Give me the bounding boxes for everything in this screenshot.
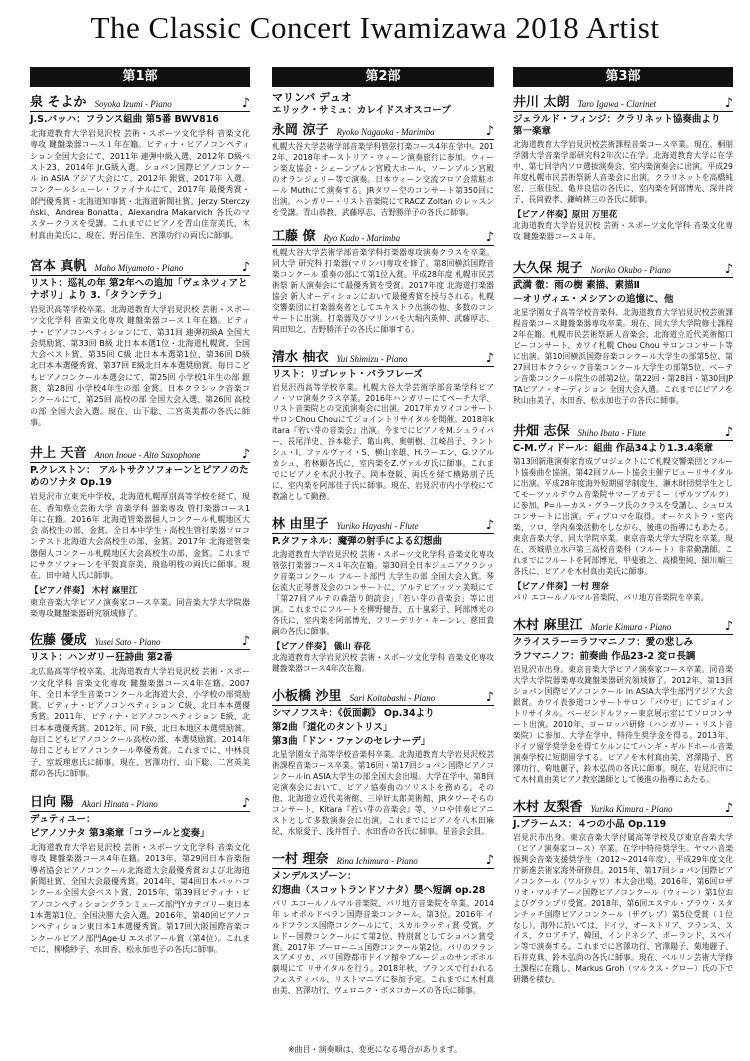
artist-entry (513, 91, 733, 243)
part-3-header: 第3部 (513, 67, 733, 87)
artist-romaji: Ryo Kudo - Marimba (323, 232, 401, 243)
artist-name-line (272, 513, 494, 534)
music-note-icon: ♪ (724, 96, 733, 111)
accompanist-name: 【ピアノ伴奏】 儀山 春花 (272, 641, 371, 652)
artist-biography: 北海道教育大学岩見沢校 芸術・スポーツ文化学科 音楽文化専攻 鍵盤楽器コース4年在籍。2013年、第29回日本音楽指導者協会ピアノコンクール北海道大会最優秀賞および北海道新聞社賞、全国大会最優秀賞。2014年、第4回日本バッハコンクール全国大会ベスト賞、2015年、第39回ピティナ・ピアノコンペティショングランミューズ部門Yカテゴリー東日本1本選第1位、全国決勝大会入選。2016年、第40回ピアノコンペティション東日本1本選優秀賞。第17回大阪国際音楽コンクールピアノ部門Age-U エスポアール賞（第4位）。これまでに、柳橋紗子、水田香、松永加也子の各氏に師事。 (30, 843, 250, 954)
artist-name-line (513, 614, 733, 635)
artist-romaji: Ryoko Nagaoka - Marimba (336, 127, 435, 137)
accompanist-biography: 北海道教育大学岩見沢校 芸術・スポーツ文化学科 音楽文化専攻 鍵盤楽器コース4年次在籍。 (272, 652, 494, 673)
artist-name-line (272, 346, 494, 367)
artist-biography: 岩見沢市立東光中学校、北海道札幌厚別高等学校を経て、現在、香知県立芸術大学 音楽学科 器楽専攻 管打楽器コース1年に在籍。2016年 北海道管楽器個人コンクール札幌地区大会 高校生の部、金賞。全日本中学生・高校生管打楽器ソロコンテスト北海道大会高校生の部、金賞。2017年 北海道管楽器個人コンクール札幌地区大会高校生の部、金賞。これまでにサクソフォーンを平賀真奈美、飛島明枝の両氏に師事。現在、田中靖人氏に師事。 (30, 492, 250, 581)
music-note-icon: ♪ (485, 124, 494, 139)
artist-entry (272, 91, 494, 117)
artist-entry (30, 442, 250, 619)
program-piece: リスト：巡礼の年 第2年への追加「ヴェネツィアとナポリ」より 3.「タランテラ」 (30, 277, 248, 301)
artist-biography: 北海道教育大学岩見沢校 芸術・スポーツ文化学科 音楽文化専攻 鍵盤楽器コース１年在籍。ピティナ・ピアノコンペティション全国大会にて、2011年 連弾中級入選、2012年 D級ベスト23、2014年 Jr.G級入選。ショパン国際ピアノコンクール in ASIA アジア大会にて、2012年 銀賞、2017年 入選。コンクールシューレ・ファイナルにて、2017年 最優秀賞・部門優秀賞・北海道知事賞・北海道新聞社賞。Jerzy Sterczyński、Andrea Bonatta、Alexandra Makarvich 各氏のマスタークラスを受講。これまでにピアノを青山佳奈美氏、木村真由美氏に、現在、野呂佳生、宮澤功行の両氏に師事。 (30, 129, 250, 240)
accompanist-biography: 北海道教育大学岩見沢校 芸術・スポーツ文化学科 音楽文化専攻 鍵盤楽器コース４年。 (513, 220, 733, 241)
artist-romaji: Marie Kimura - Piano (590, 622, 672, 633)
program-piece: ラフマニノフ：前奏曲 作品23-2 変ロ長調 (513, 651, 696, 663)
artist-entry (272, 119, 494, 219)
program-piece: J.ブラームス：４つの小品 Op.119 (513, 818, 667, 830)
program-piece: メンデルスゾーン： (272, 870, 357, 882)
artist-romaji: Anon Inoue - Alto Saxophone (94, 450, 201, 461)
artist-entry (272, 513, 494, 675)
program-piece: C-M.ヴィドール：組曲 作品34より1.3.4楽章 (513, 443, 714, 455)
program-piece: 第3曲「ドン・ファンのセレナーデ」 (272, 735, 431, 747)
artist-biography: 岩見沢市出身。東京音楽大学ピアノ演奏家コース卒業。同音楽大学大学院器楽専攻鍵盤楽器研究領域修了。2012年、第13回ショパン国際ピアノコンクール in ASIA大学生部門アジア大会銀賞。カワイ表参道コンサートサロン「パウゼ」にてジョイントリサイタル。ベーゼンドルファー東京展示室にてソロコンサート出演。2010年、ヨーロッパ研修（ハンガリー・リスト音楽院）に参加。大学在学中、特待生奨学金を得る。2013年、ドイツ留学奨学金を得てケルンにてハンギ・ギルドホール音楽演奏学校に短期留学する。ピアノを木村真由美、宮澤陽子、宮澤功行、菊地麗子、鈴木弘尚の各氏に師事。現在、岩見沢市にて木村真由美ピアノ教室講師として後進の指導にあたる。 (513, 665, 733, 784)
program-piece: シマノフスキ：《仮面劇》 Op.34より (272, 707, 435, 719)
artist-biography: 札幌大谷大学芸術学部音楽学科打楽器専攻演奏クラスを卒業。同大学 研究科 打楽器(マリンバ)専攻を修了。第8回横浜国際音楽コンクール 重奏の部にて第1位入賞。平成28年度 札幌市民芸術祭 新人演奏会にて最優秀賞を受賞。2017年度 北海道打楽器協会 新人オーディションにおいて最優秀賞を授与される。札幌交響楽団に打楽器奏者としてエキストラ出演の他、多数のコンサートに出演。打楽器及びマリンバを大堀内英伸、武藤厚志、岡田知之、吉野勝洋子の各氏に師事する。 (272, 247, 494, 334)
artist-biography: パリ エコールノルマル音楽院、パリ地方音楽院を卒業。2014年 レオポルドベラン国際音楽コンクール、第3位。2016年 イルドフランス国際コンクールにて、スカルラッティ賞 受賞。グレドー国際コンクールにて第2位、特別賞としてショパン賞受賞。2017年 ブーローニュ国際コンクール第2位。パリのフランスアメリカ、パリ国際都市ドイツ館やブルージュのサンポホル劇場にて リサイタルを行う。2018年秋、ブランスで行われるフェスティバル、リストマニアに参加予定。これまでに木村真由美、宮澤功行、ヴェロニク・ボヌコカーズの各氏に師事。 (272, 898, 494, 996)
artist-name-line (513, 91, 733, 112)
artist-romaji: Rina Ichimura - Piano (336, 855, 418, 866)
artist-romaji: Akari Hinata - Piano (81, 799, 158, 810)
music-note-icon: ♪ (724, 261, 733, 277)
artist-name-line (30, 91, 250, 112)
program-piece: 第2曲「道化のタントリス」 (272, 721, 393, 733)
program-piece: 幻想曲（スコットランドソナタ）嬰ヘ短調 op.28 (272, 884, 486, 896)
artist-biography: 岩見沢高等学校卒業。北海道教育大学岩見沢校 芸術・スポーツ文化学科 音楽文化専攻 鍵盤楽器コース１年在籍。ピティナ・ピアノコンペティションにて、第31回 連弾初級A 全国大会奨励賞、第33回 B級 北日本本選1位・北海道札幌賞、全国大会ベスト賞、第35回 C級 北日本本選第1位、第36回 D級北日本本選優秀賞、第37回 E級北日本本選奨励賞。毎日こどもピアノコンクール本選会にて、第25回 小学校1年生の部 銀賞、第28回 小学校4年生の部 金賞。日本クラシック音楽コンクールにて、第25回 高校の部 全国大会入選、第26回 高校の部 全国大会入選。現在、山下聡、二宮英美都の各氏に師事。 (30, 304, 250, 427)
music-note-icon: ♪ (241, 796, 250, 812)
artist-name-line (272, 225, 494, 246)
artist-name: 小板橋 沙里 (272, 688, 342, 704)
artist-name-line (30, 442, 250, 463)
artist-biography: 岩見沢市出身。東京音楽大学付属高等学校及び東京音楽大学（ピアノ演奏家コース）卒業。在学中特待奨学生。ヤマハ音楽振興会音楽支援奨学生（2012～2014年度）、平成29年度文化庁新進芸術家海外研修員。2015年、第17回ショパン国際ピアノコンクール（ワルシャワ）本大会出場。2016年、第6回ロザリオ・マルチアーノ国際ピアノコンクール（ウィーン）第1位およびグランプリ受賞。2018年、第6回エステル・ブラウ・スタンチッチ国際ピアノコンクール（ザグレブ）第5位受賞（１位なし）。海外に於いては、ドイツ、オーストリア、フランス、スイス、クロアチア、韓国、インドネシア、ポーランド、スペイン等で演奏する。これまでに宮澤功行、宮澤陽子、菊地麗子、石井克典、鈴木弘尚の各氏に師事。現在、ベルリン芸術大学修士課程に在籍し、Markus Groh（マルクス・グロー）氏の下で研鑽を積む。 (513, 832, 733, 985)
music-note-icon: ♪ (241, 634, 250, 650)
program-piece: ジェラルド・フィンジ：クラリネット協奏曲より 第一楽章 (513, 114, 721, 137)
artist-entry (513, 257, 733, 407)
artist-entry (272, 848, 494, 998)
artist-biography: 札幌大谷大学芸術学部音楽学科管弦打楽コース4年在学中。2012年、2018年オーストリア・ウィーン演奏旅行に参加。ウィーン楽友協会・シェーンブルン宮殿大ホール、ソーンブルン宮殿のオランジェリー等で演奏。日本ウィーン交流フロア会常駐ホール Muthにて演奏する。JRタワー空のコンサート第350回に出演。ハンガリー・リスト音楽院にてRACZ Zoltan のレッスンを受講。青山恭教、武藤厚志、吉野勝洋子の各氏に師事。 (272, 142, 494, 217)
artist-entry (513, 420, 733, 604)
music-note-icon: ♪ (241, 96, 250, 111)
artist-entry (272, 346, 494, 504)
artist-biography: 北星学園女子高等学校音楽科、北海道教育大学岩見沢校芸術課程音楽コース鍵盤楽器専攻卒業。現在、同大学大学院修士課程2年在籍。札幌市民芸術祭新人音楽会、北海道立近代美術館口ビーコンサート、カワイ札幌 Chou Chou サロンコンサート等に出演。第10回横浜国際音楽コンクール大学生の部第5位、第27回日本クラシック音楽コンクール大学生の部第5位、ベーテン音楽コンクール院生の部第2位。第22回・第28回・第30回JPTAピアノ・オーディション 全国大会入選。これまでにピアノを秋山由美子、水田香、松永加也子の各氏に師事。 (513, 307, 733, 405)
artist-biography: 岩見沢西高等学校卒業。札幌大谷大学芸術学部音楽学科ピアノ・ソロ演奏クラス卒業。2016年ハンガリーにてペーチ大学、リスト音楽院との交流演奏会に出演。2017年カワイコンサートサロンChou Chouにてジョイントリサイタルを開催。2018年kitara『若い芽の音楽会』出演。今までにピアノをM.シュライバー、長尾洋史、谷本聡子、亀山典、奥朝樹、江崎昌子、ラントシュ・I、ファルヴァイ・S、横山幸雄、H.ラーエン、G.フアルカシュ、若林顕各氏に、室内楽をZ.ヴァルガ氏に師事。これまでにピアノを木沢小牧子、岡本登阪、両氏を経て横路朋子氏に、室内楽を阿部佳子氏に師事。現在、岩見沢市内小学校にて教諭として勤務。 (272, 382, 494, 502)
artist-name-line (30, 791, 250, 812)
program-piece: リスト：ハンガリー狂詩曲 第2番 (30, 652, 173, 664)
artist-name: 清水 柚衣 (272, 349, 329, 365)
artist-biography: 北広島高等学校卒業。北海道教育大学岩見沢校 芸術・スポーツ文化学科 音楽文化専攻 鍵盤楽器コース4年在籍。2007年、全日本学生音楽コンクール北海道大会、小学校の部奨励賞。ピティナ・ピアノコンペティション C級、北日本本選優秀賞。2011年、ピティナ・ピアノコンペティション E級、北日本本選優秀賞。2012年、同 F級、北日本地区本選奨励賞。毎日こどもピアノコンクール高校の部、本選奨励賞。2014年 毎日こどもピアノコンクール準優秀賞。これまでに、中林良子、室坂理恵氏に師事。現在、宮澤功行、山下聡、二宮英美都の各氏に師事。 (30, 667, 250, 778)
artist-name-line (513, 796, 733, 817)
artist-name: 日向 陽 (30, 795, 74, 811)
artist-biography: 北海道教育大学岩見沢校芸術課程音楽コース卒業。現在、桐朋学園大学音楽学部研究科2年次に在学。北海道教育大学に在学中、第七回学内ソロ選抜演奏会、室内楽演奏会に出演。平成29年度札幌市民芸術祭新人音楽会に出演。クラリネットを高橋純宏、三瓶佳紀、亀井良信の各氏に、室内楽を阿部博光、深井尚子、長岡毅孝、鎌崎耕三の各氏に師事。 (513, 140, 733, 204)
artist-name-line (513, 257, 733, 278)
artist-name: 井畑 志保 (513, 424, 570, 440)
artist-romaji: Taro Igawa - Clarinet (577, 99, 657, 109)
music-note-icon: ♪ (485, 350, 494, 366)
artist-romaji: Sari Koitabashi - Piano (349, 692, 436, 703)
artist-name-line (272, 685, 494, 706)
artist-biography: 第13回新進演奏家育成プロジェクトにて札幌交響楽団とフルート協奏曲を協演。第42回フルート協会主催デビューリサイタルに出演。平成28年度海外短期留学制度生、瀬木財団奨学生としてモーツァルテウム音楽院サマーアカデミー（ザルツブルク）に参加。P=ルーカス・グラーフ氏のクラスを受講し、シュロスコンサートに出演。ディプロマを取得。オーケストラ・室内楽、ソロ、学内奏楽活動をしながら、後進の指導にもあたる。東京音楽大学、同大学院卒業。東京音楽大学大学院を卒業。現在、茨城県立水戸第三高校音楽科（フルート）非常勤講師。これまでにフルートを阿部博光、甲斐雅之、高橋聖純、細川順三各氏に、ピアノを木村真由美氏に師事。 (513, 457, 733, 577)
artist-name: 林 由里子 (272, 517, 329, 533)
program-piece: J.S.バッハ：フランス組曲 第5番 BWV816 (30, 114, 219, 125)
column-part-3 (513, 67, 733, 996)
program-piece: リスト：リゴレット・パラフレーズ (272, 368, 423, 380)
artist-entry (513, 614, 733, 786)
music-note-icon: ♪ (485, 518, 494, 534)
artist-romaji: Maho Miyamoto - Piano (94, 262, 184, 273)
music-note-icon: ♪ (724, 425, 733, 441)
artist-name: 永岡 涼子 (272, 123, 329, 138)
accompanist-name: 【ピアノ伴奏】一村 理奈 (513, 582, 609, 593)
artist-name: 木村 麻里江 (513, 618, 583, 634)
artist-romaji: Soyoka Izumi - Piano (94, 99, 172, 109)
artist-name-line (272, 848, 494, 869)
music-note-icon: ♪ (485, 229, 494, 245)
artist-entry (272, 225, 494, 336)
artist-romaji: Yusei Sato - Piano (94, 637, 161, 648)
artist-name-line (30, 255, 250, 276)
artist-name-line (30, 629, 250, 650)
artist-entry (30, 629, 250, 779)
accompanist-biography: 東京音楽大学ピアノ演奏家コース卒業。同音楽大学大学院器楽専攻鍵盤楽器研究領域修了。 (30, 597, 250, 618)
accompanist-name: 【ピアノ伴奏】原田 万里花 (513, 209, 618, 220)
ensemble-name: マリンバ デュオ (272, 91, 352, 104)
artist-romaji: Yuriko Hayashi - Flute (336, 521, 419, 532)
artist-name: 佐藤 優成 (30, 633, 87, 649)
program-piece: エリック・サミュ：カレイドスオスコープ (272, 105, 451, 116)
artist-name: 一村 理奈 (272, 851, 329, 867)
footer-note: ※曲目・演奏順は、変更になる場合があります。 (287, 1045, 463, 1054)
artist-name: 工藤 僚 (272, 228, 316, 244)
artist-name: 泉 そよか (30, 95, 87, 110)
column-part-1 (30, 67, 250, 965)
artist-name: 井川 太朗 (513, 95, 570, 110)
music-note-icon: ♪ (241, 259, 250, 275)
column-part-2 (272, 67, 494, 1007)
artist-entry (513, 796, 733, 987)
artist-romaji: Noriko Okubo - Piano (590, 264, 671, 275)
program-piece: ピアノソナタ 第3楽章「コラールと変奏」 (30, 828, 210, 840)
artist-romaji: Yurika Kimura - Piano (590, 803, 673, 814)
artist-biography: 北星学園女子高等学校音楽科卒業。北海道教育大学岩見沢校芸術課程音楽コース卒業。第16回・第17回ショパン国際ピアノコンクールin ASIA大学生の部全国大会出場。大学在学中、第8回定演奏会において、ピアノ協奏曲のソリストを務める。その他、北海道立近代美術館、三岸好太郎美術館、JRタワーそらのコンサート、Kitara『若い芽の音楽会』等、ソロや伴奏ピアニストとして多数演奏会に出演。これまでにピアノを八木田麻紀、水原愛子、浅井哲子、水田香の各氏に師事。星音会会員。 (272, 749, 494, 836)
program-piece: クライスラー＝ラフマニノフ：愛の悲しみ (513, 637, 694, 649)
artist-romaji: Yui Shimizu - Piano (336, 353, 408, 364)
artist-biography: 北海道教育大学岩見沢校 芸術・スポーツ文化学科 音楽文化専攻 管弦打楽器コース４年次在籍。第30回全日本ジュニアクラシック音楽コンクール フルート部門 大学生の部 全国大会入賞。琴伝流大正琴普及会のコンサートに、アルテピアッツァ美唄にて「第27回アルテの森語り朗読会」「若い芽の音楽会」等に出演。これまでにフルートを柳野健吾、五十嵐彩子、阿部博光の各氏に、室内楽を阿部博光、フリーデリケ・キーンレ、慈田貴嗣の各氏に師事。 (272, 550, 494, 636)
artist-name-line (272, 119, 494, 140)
accompanist-biography: パリ エコールノルマル音楽院、パリ地方音楽院を卒業。 (513, 593, 709, 603)
accompanist-name: 【ピアノ伴奏】 木村 麻里江 (30, 585, 138, 596)
program-piece: デュティユー： (30, 814, 96, 826)
program-piece: 武満 徹：雨の樹 素描、素描Ⅱ (513, 279, 640, 291)
artist-entry (30, 91, 250, 241)
artist-name: 大久保 規子 (513, 260, 583, 276)
part-2-header: 第2部 (272, 67, 494, 87)
music-note-icon: ♪ (241, 447, 250, 463)
artist-name: 木村 友梨香 (513, 799, 583, 815)
artist-entry (30, 255, 250, 428)
music-note-icon: ♪ (724, 800, 733, 816)
artist-entry (272, 685, 494, 838)
artist-entry (30, 791, 250, 955)
music-note-icon: ♪ (485, 689, 494, 705)
artist-romaji: Shiho Ibata - Flute (577, 428, 646, 439)
artist-name-line (513, 420, 733, 441)
program-piece: P.クレストン： アルトサクソフォーンとピアノのためのソナタ Op.19 (30, 465, 249, 489)
artist-name: 宮本 真帆 (30, 258, 87, 274)
music-note-icon: ♪ (485, 852, 494, 868)
part-1-header: 第1部 (30, 67, 250, 87)
music-note-icon: ♪ (724, 619, 733, 635)
page-title: The Classic Concert Iwamizawa 2018 Artist (90, 10, 660, 45)
artist-name: 井上 天音 (30, 446, 87, 462)
program-piece: －オリヴィエ・メシアンの追憶に、他 (513, 293, 674, 305)
program-piece: P.タファネル：魔弾の射手による幻想曲 (272, 536, 443, 548)
